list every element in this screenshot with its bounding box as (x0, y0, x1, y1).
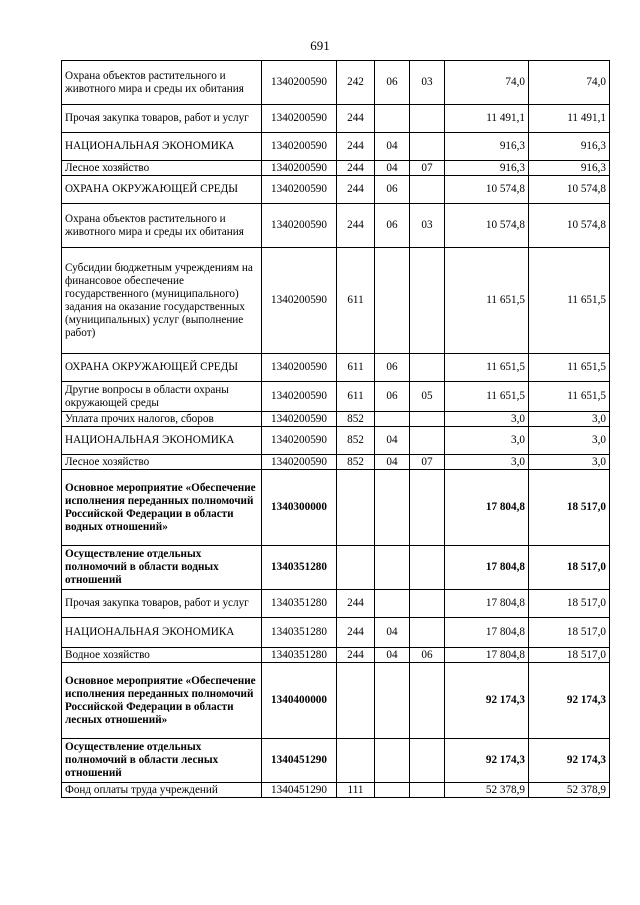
budget-table (61, 60, 610, 798)
section-cell: 06 (375, 382, 410, 412)
row-name-cell: НАЦИОНАЛЬНАЯ ЭКОНОМИКА (62, 133, 262, 161)
section-cell (375, 412, 410, 427)
subsection-cell: 06 (410, 648, 445, 663)
amount-year2-cell: 10 574,8 (529, 176, 610, 204)
amount-year1-cell: 92 174,3 (445, 739, 529, 783)
row-name-cell: Прочая закупка товаров, работ и услуг (62, 105, 262, 133)
amount-year1-cell: 17 804,8 (445, 546, 529, 590)
target-code-cell: 1340200590 (262, 427, 337, 455)
budget-table-body (62, 61, 610, 798)
table-row (62, 590, 610, 618)
subsection-cell (410, 105, 445, 133)
table-row (62, 470, 610, 546)
table-row (62, 161, 610, 176)
target-code-cell: 1340200590 (262, 248, 337, 354)
expense-type-cell: 611 (337, 382, 375, 412)
amount-year2-cell: 11 491,1 (529, 105, 610, 133)
row-name-cell: Прочая закупка товаров, работ и услуг (62, 590, 262, 618)
table-row (62, 204, 610, 248)
amount-year1-cell: 17 804,8 (445, 470, 529, 546)
target-code-cell: 1340200590 (262, 382, 337, 412)
amount-year1-cell: 11 651,5 (445, 248, 529, 354)
target-code-cell: 1340351280 (262, 590, 337, 618)
expense-type-cell: 244 (337, 161, 375, 176)
table-row (62, 412, 610, 427)
amount-year2-cell: 18 517,0 (529, 648, 610, 663)
section-cell: 04 (375, 427, 410, 455)
section-cell (375, 470, 410, 546)
amount-year1-cell: 11 651,5 (445, 354, 529, 382)
page-number: 691 (310, 38, 330, 53)
table-row (62, 133, 610, 161)
target-code-cell: 1340351280 (262, 648, 337, 663)
expense-type-cell: 244 (337, 590, 375, 618)
section-cell: 04 (375, 133, 410, 161)
section-cell: 04 (375, 648, 410, 663)
table-row (62, 248, 610, 354)
subsection-cell (410, 412, 445, 427)
amount-year2-cell: 92 174,3 (529, 663, 610, 739)
section-cell (375, 590, 410, 618)
row-name-cell: ОХРАНА ОКРУЖАЮЩЕЙ СРЕДЫ (62, 176, 262, 204)
table-row (62, 427, 610, 455)
target-code-cell: 1340200590 (262, 455, 337, 470)
subsection-cell (410, 739, 445, 783)
section-cell: 06 (375, 61, 410, 105)
subsection-cell (410, 427, 445, 455)
row-name-cell: Осуществление отдельных полномочий в области лесных отношений (62, 739, 262, 783)
table-row (62, 354, 610, 382)
amount-year1-cell: 11 491,1 (445, 105, 529, 133)
row-name-cell: Охрана объектов растительного и животного мира и среды их обитания (62, 204, 262, 248)
subsection-cell (410, 663, 445, 739)
subsection-cell (410, 590, 445, 618)
amount-year2-cell: 3,0 (529, 412, 610, 427)
expense-type-cell: 111 (337, 783, 375, 798)
table-row (62, 105, 610, 133)
section-cell (375, 783, 410, 798)
amount-year2-cell: 52 378,9 (529, 783, 610, 798)
subsection-cell (410, 354, 445, 382)
table-row (62, 783, 610, 798)
subsection-cell (410, 546, 445, 590)
expense-type-cell: 244 (337, 105, 375, 133)
amount-year1-cell: 17 804,8 (445, 648, 529, 663)
subsection-cell: 03 (410, 204, 445, 248)
target-code-cell: 1340200590 (262, 412, 337, 427)
amount-year1-cell: 17 804,8 (445, 590, 529, 618)
amount-year2-cell: 916,3 (529, 133, 610, 161)
target-code-cell: 1340200590 (262, 161, 337, 176)
target-code-cell: 1340200590 (262, 204, 337, 248)
table-row (62, 739, 610, 783)
amount-year2-cell: 92 174,3 (529, 739, 610, 783)
expense-type-cell: 244 (337, 618, 375, 648)
target-code-cell: 1340300000 (262, 470, 337, 546)
amount-year2-cell: 11 651,5 (529, 354, 610, 382)
amount-year1-cell: 916,3 (445, 133, 529, 161)
row-name-cell: НАЦИОНАЛЬНАЯ ЭКОНОМИКА (62, 427, 262, 455)
amount-year2-cell: 11 651,5 (529, 382, 610, 412)
row-name-cell: Лесное хозяйство (62, 161, 262, 176)
subsection-cell (410, 176, 445, 204)
amount-year2-cell: 18 517,0 (529, 590, 610, 618)
expense-type-cell (337, 663, 375, 739)
subsection-cell (410, 133, 445, 161)
subsection-cell (410, 470, 445, 546)
table-row (62, 176, 610, 204)
amount-year1-cell: 3,0 (445, 412, 529, 427)
amount-year2-cell: 10 574,8 (529, 204, 610, 248)
expense-type-cell (337, 546, 375, 590)
subsection-cell: 05 (410, 382, 445, 412)
amount-year1-cell: 916,3 (445, 161, 529, 176)
expense-type-cell: 244 (337, 648, 375, 663)
target-code-cell: 1340200590 (262, 176, 337, 204)
target-code-cell: 1340400000 (262, 663, 337, 739)
amount-year2-cell: 74,0 (529, 61, 610, 105)
amount-year2-cell: 3,0 (529, 455, 610, 470)
section-cell: 06 (375, 176, 410, 204)
row-name-cell: Уплата прочих налогов, сборов (62, 412, 262, 427)
amount-year1-cell: 17 804,8 (445, 618, 529, 648)
expense-type-cell: 611 (337, 354, 375, 382)
amount-year1-cell: 10 574,8 (445, 204, 529, 248)
amount-year1-cell: 74,0 (445, 61, 529, 105)
expense-type-cell: 852 (337, 412, 375, 427)
row-name-cell: Субсидии бюджетным учреждениям на финансовое обеспечение государственного (муниципального) задания на оказание государственных (муниципальных) услуг (выполнение работ) (62, 248, 262, 354)
amount-year1-cell: 3,0 (445, 455, 529, 470)
row-name-cell: Водное хозяйство (62, 648, 262, 663)
expense-type-cell: 242 (337, 61, 375, 105)
row-name-cell: Лесное хозяйство (62, 455, 262, 470)
expense-type-cell: 852 (337, 427, 375, 455)
row-name-cell: Охрана объектов растительного и животного мира и среды их обитания (62, 61, 262, 105)
subsection-cell (410, 618, 445, 648)
row-name-cell: Основное мероприятие «Обеспечение исполнения переданных полномочий Российской Федерации в области водных отношений» (62, 470, 262, 546)
target-code-cell: 1340451290 (262, 739, 337, 783)
row-name-cell: НАЦИОНАЛЬНАЯ ЭКОНОМИКА (62, 618, 262, 648)
table-row (62, 382, 610, 412)
subsection-cell: 07 (410, 161, 445, 176)
subsection-cell (410, 248, 445, 354)
amount-year1-cell: 92 174,3 (445, 663, 529, 739)
amount-year1-cell: 10 574,8 (445, 176, 529, 204)
amount-year2-cell: 916,3 (529, 161, 610, 176)
section-cell: 04 (375, 455, 410, 470)
expense-type-cell: 611 (337, 248, 375, 354)
section-cell: 04 (375, 618, 410, 648)
expense-type-cell: 852 (337, 455, 375, 470)
section-cell: 06 (375, 204, 410, 248)
section-cell (375, 739, 410, 783)
amount-year1-cell: 52 378,9 (445, 783, 529, 798)
subsection-cell: 03 (410, 61, 445, 105)
target-code-cell: 1340351280 (262, 546, 337, 590)
table-row (62, 61, 610, 105)
target-code-cell: 1340200590 (262, 61, 337, 105)
amount-year1-cell: 3,0 (445, 427, 529, 455)
target-code-cell: 1340200590 (262, 133, 337, 161)
section-cell: 06 (375, 354, 410, 382)
table-row (62, 546, 610, 590)
section-cell (375, 663, 410, 739)
table-row (62, 663, 610, 739)
amount-year2-cell: 18 517,0 (529, 546, 610, 590)
expense-type-cell (337, 470, 375, 546)
target-code-cell: 1340200590 (262, 105, 337, 133)
expense-type-cell: 244 (337, 133, 375, 161)
section-cell (375, 105, 410, 133)
amount-year2-cell: 3,0 (529, 427, 610, 455)
section-cell (375, 546, 410, 590)
subsection-cell: 07 (410, 455, 445, 470)
table-row (62, 648, 610, 663)
target-code-cell: 1340451290 (262, 783, 337, 798)
table-row (62, 455, 610, 470)
expense-type-cell: 244 (337, 204, 375, 248)
amount-year2-cell: 18 517,0 (529, 618, 610, 648)
expense-type-cell (337, 739, 375, 783)
target-code-cell: 1340200590 (262, 354, 337, 382)
subsection-cell (410, 783, 445, 798)
amount-year2-cell: 11 651,5 (529, 248, 610, 354)
row-name-cell: Осуществление отдельных полномочий в области водных отношений (62, 546, 262, 590)
section-cell: 04 (375, 161, 410, 176)
row-name-cell: ОХРАНА ОКРУЖАЮЩЕЙ СРЕДЫ (62, 354, 262, 382)
row-name-cell: Фонд оплаты труда учреждений (62, 783, 262, 798)
amount-year1-cell: 11 651,5 (445, 382, 529, 412)
row-name-cell: Другие вопросы в области охраны окружающей среды (62, 382, 262, 412)
target-code-cell: 1340351280 (262, 618, 337, 648)
table-row (62, 618, 610, 648)
row-name-cell: Основное мероприятие «Обеспечение исполнения переданных полномочий Российской Федерации в области лесных отношений» (62, 663, 262, 739)
expense-type-cell: 244 (337, 176, 375, 204)
amount-year2-cell: 18 517,0 (529, 470, 610, 546)
section-cell (375, 248, 410, 354)
